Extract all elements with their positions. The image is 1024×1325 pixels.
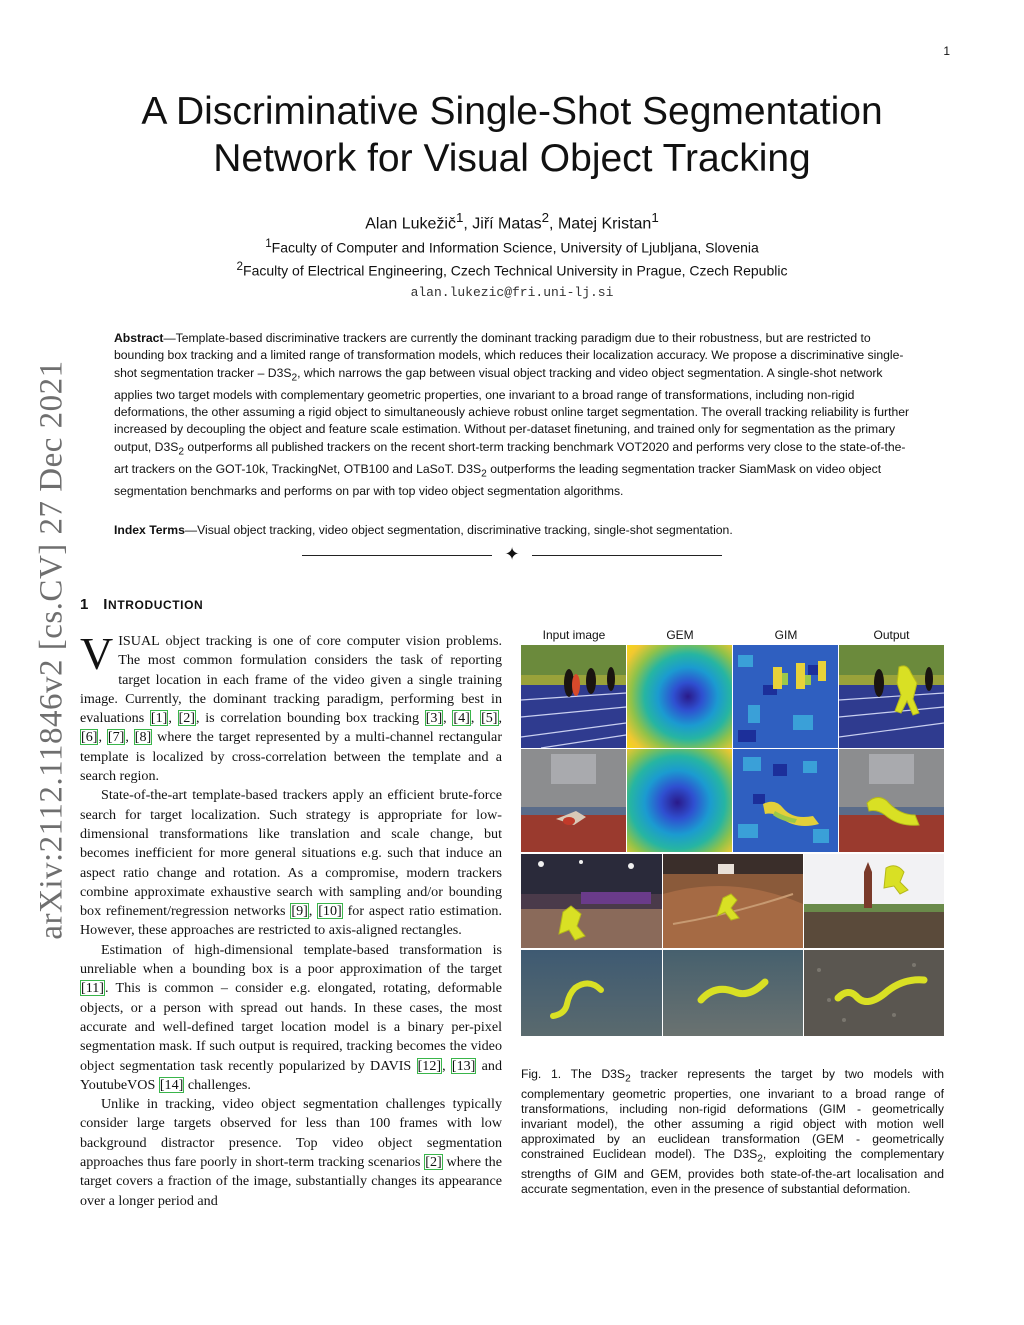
paragraph-text: , [125, 729, 134, 746]
section-title-rest: NTRODUCTION [108, 598, 204, 612]
author-affil-mark: 2 [541, 210, 550, 225]
paragraph-text: State-of-the-art template-based trackers apply an efficient brute-force search for target localization. Such strategy is appropriate for low-dimensional transformations like translation and scale change, but becomes inefficient for more general situations e.g. such that induce an aspect ratio change and rotation. As a compromise, modern trackers combine approximate exhaustive search with sampling and/or bounding box refinement/regression networks [80, 787, 502, 920]
citation-link[interactable]: [4] [453, 710, 470, 727]
abstract-label: Abstract [114, 331, 164, 345]
author-name: Alan Lukežič [365, 215, 456, 233]
paper-title: A Discriminative Single-Shot Segmentation Network for Visual Object Tracking [141, 90, 883, 180]
figure-column-header: Input image [542, 628, 606, 642]
citation-link[interactable]: [2] [425, 1154, 442, 1171]
separator-rule-right [532, 555, 722, 556]
intro-paragraph-1 [80, 628, 503, 786]
subscript: 2 [757, 1153, 763, 1165]
author-name: Jiří Matas [472, 215, 542, 233]
paragraph-text: challenges. [184, 1076, 251, 1093]
figure-input-image-runners [521, 645, 626, 748]
figure-input-worm-3 [804, 950, 944, 1036]
figure-column-header: GEM [666, 628, 694, 642]
figure-input-worm-2 [663, 950, 803, 1036]
paragraph-text: , [442, 1057, 451, 1074]
caption-text: , exploiting the complementary strengths of GIM and GEM, provides both state-of-the-art localisation and accurate segmentation, even in the presence of substantial deformation. [521, 1147, 944, 1197]
separator-rule-left [302, 555, 492, 556]
affiliation-text: Faculty of Electrical Engineering, Czech Technical University in Prague, Czech Republic [243, 262, 788, 279]
affiliation-text: Faculty of Computer and Information Science, University of Ljubljana, Slovenia [271, 239, 759, 256]
paragraph-text: , [168, 710, 178, 727]
figure-column-header: Output [873, 628, 910, 642]
figure-column-header: GIM [774, 628, 798, 642]
paragraph-text: , is correlation bounding box tracking [196, 710, 425, 727]
figure-gim-map-1 [733, 645, 838, 748]
figure-input-motocross-1 [521, 854, 662, 948]
paragraph-text: . This is common – consider e.g. elongated, rotating, deformable objects, or a person with spread out hands. In these cases, the most accurate and well-defined target location model is a binary per-pixel segmentation mask. If such output is required, tracking becomes the video object segmentation task recently popularized by DAVIS [80, 980, 502, 1074]
subscript: 2 [178, 446, 185, 458]
abstract-text: —Template-based discriminative trackers are currently the dominant tracking paradigm due to their robustness, but are restricted to bounding box tracking and a limited range of transformation models, which reduces their localization accuracy. We propose a discriminative single-shot segmentation tracker – D3S [114, 331, 904, 380]
citation-link[interactable]: [14] [159, 1076, 184, 1093]
section-heading [80, 596, 203, 613]
caption-text: Fig. 1. The D3S [521, 1067, 626, 1081]
figure-output-runners [839, 645, 944, 748]
drop-cap: V [80, 628, 114, 679]
figure-gem-map-1 [627, 645, 732, 748]
section-number: 1 [80, 596, 89, 613]
citation-link[interactable]: [7] [107, 729, 125, 746]
author-list: Alan Lukežič$^1$, Jiří Matas$^2$, Matej Kristan$^1$ [365, 210, 659, 233]
paragraph-text: where the target covers a fraction of the image, substantially changes its appearance over a longer period and [80, 1154, 502, 1209]
abstract-text: outperforms the leading segmentation tracker SiamMask on video object segmentation benchmarks and performs on par with top video object segmentation algorithms. [114, 461, 882, 498]
paragraph-text: , [443, 710, 453, 727]
citation-link[interactable]: [8] [134, 729, 152, 746]
citation-link[interactable]: [13] [451, 1057, 476, 1074]
index-terms-text: —Visual object tracking, video object segmentation, discriminative tracking, single-shot segmentation. [184, 523, 733, 537]
abstract-text: outperforms all published trackers on the recent short-term tracking benchmark VOT2020 and performs very close to the state-of-the-art trackers on the GOT-10k, TrackingNet, OTB100 and LaSoT. D3S [114, 439, 906, 476]
citation-link[interactable]: [9] [291, 903, 308, 920]
citation-link[interactable]: [12] [417, 1057, 442, 1074]
figure-output-gymnast [839, 749, 944, 852]
subscript: 2 [291, 372, 298, 384]
subscript: 2 [625, 1073, 631, 1085]
affiliation-2 [110, 260, 914, 279]
figure-input-motocross-2 [663, 854, 803, 948]
figure-input-image-gymnast [521, 749, 626, 852]
intro-paragraph-4 [80, 1095, 502, 1211]
affiliation-1 [110, 237, 914, 256]
paragraph-text: where the target represented by a multi-channel rectangular template is localized by cross-correlation between the template and a search region. [80, 729, 503, 785]
figure-gim-map-2 [733, 749, 838, 852]
affiliation-mark: 1 [265, 237, 272, 250]
abstract [114, 330, 914, 500]
paragraph-text: , [498, 710, 503, 727]
affiliation-mark: 2 [236, 260, 244, 273]
figure-gem-map-2 [627, 749, 732, 852]
paragraph-text: , [470, 710, 481, 727]
paragraph-text: and YoutubeVOS [80, 1057, 502, 1093]
citation-link[interactable]: [11] [81, 980, 104, 997]
index-terms [114, 522, 914, 539]
intro-body [80, 628, 503, 1211]
author-affil-mark: 1 [651, 210, 659, 225]
index-terms-label: Index Terms [114, 523, 185, 537]
citation-link[interactable]: [3] [425, 710, 443, 727]
citation-link[interactable]: [6] [81, 729, 98, 746]
caption-text: tracker represents the target by two models with complementary geometric properties, one invariant to a broad range of transformations, including non-rigid deformations (GIM - geometrically invariant model), the other assuming a rigid object with motion well approximated by an euclidean transformation (GEM - geometrically constrained Euclidean model). The D3S [521, 1067, 944, 1162]
citation-link[interactable]: [5] [481, 710, 498, 727]
paragraph-text: , [308, 903, 318, 920]
figure-caption [521, 1067, 944, 1198]
figure-input-worm-1 [521, 950, 662, 1036]
paragraph-text: , [98, 729, 107, 746]
separator-diamond-icon: ✦ [504, 544, 520, 564]
intro-paragraph-3 [80, 941, 502, 1095]
arxiv-identifier-stamp [30, 350, 74, 950]
subscript: 2 [481, 468, 487, 480]
author-name: Matej Kristan [557, 215, 652, 233]
paragraph-text: for aspect ratio estimation. However, these approaches are restricted to axis-aligned rectangles. [80, 903, 503, 939]
citation-link[interactable]: [1] [150, 710, 168, 727]
author-affil-mark: 1 [455, 210, 464, 225]
paragraph-text: Unlike in tracking, video object segmentation challenges typically consider large targets observed for less than 100 frames with low background distractor presence. Top video object segmentation approaches thus fare poorly in short-term tracking scenarios [80, 1096, 502, 1171]
figure-1 [521, 628, 944, 1036]
small-caps-lead: ISUAL [118, 633, 160, 649]
author-email: alan.lukezic@fri.uni-lj.si [410, 285, 614, 300]
paragraph-text: object tracking is one of core computer vision problems. The most common formulation considers the task of reporting target location in each frame of the video given a single training image. Currently, the dominant tracking paradigm, performing best in evaluations [80, 633, 502, 727]
figure-input-motocross-3 [804, 854, 944, 948]
paragraph-text: Estimation of high-dimensional template-based transformation is unreliable when a bounding box is a poor approximation of the target [80, 941, 502, 978]
page-number: 1 [943, 44, 950, 58]
citation-link[interactable]: [10] [318, 903, 342, 920]
section-title-initial: I [103, 596, 109, 613]
intro-paragraph-2 [80, 786, 502, 940]
abstract-text: , which narrows the gap between visual object tracking and video object segmentation. A single-shot network applies two target models with complementary geometric properties, one invariant to a broad range of transformations, including non-rigid deformations, the other assuming a rigid object to simultaneously achieve robust online target segmentation. The overall tracking reliability is further increased by decoupling the object and feature scale estimation. Without per-dataset finetuning, and trained only for segmentation as the primary output, D3S [114, 365, 910, 454]
citation-link[interactable]: [2] [178, 710, 195, 727]
arxiv-identifier-text: arXiv:2112.11846v2 [cs.CV] 27 Dec 2021 [33, 360, 70, 940]
